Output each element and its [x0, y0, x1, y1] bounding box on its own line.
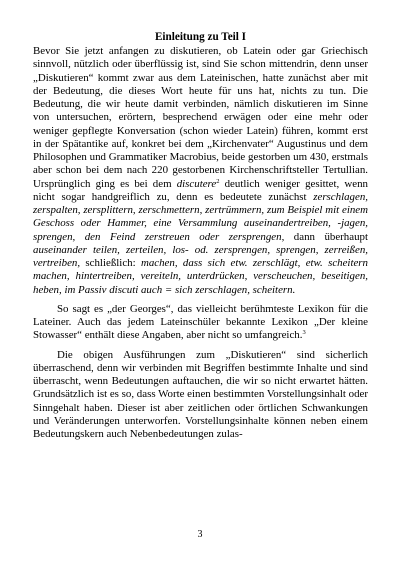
p1-italic-discutere: discutere	[176, 177, 217, 190]
p3-text: Die obigen Ausführungen zum „Diskutieren“ sind sicherlich überraschend, denn wir verbinden mit Begriffen bestimmte Inhalte und sind überrascht, wenn Bedeutungen auftauchen, die wir so nicht erwartet hätten. Grundsätzlich ist es so, dass Worte einen bestimmten Vorstellungsinhalt oder Sinngehalt haben. Dieser ist aber zeitlichen oder örtlichen Schwankungen und Veränderungen unterworfen. Vorstellungsinhalte können neben einem Bedeutungskern auch Nebenbedeutungen zulas-	[33, 348, 368, 440]
p1-text-3: dann überhaupt	[284, 230, 368, 243]
p1-italic-meanings-2: auseinander teilen, zerteilen, los- od. zersprengen, sprengen, zerreißen, vertreiben,	[33, 243, 368, 269]
footnote-ref-3[interactable]: 3	[302, 329, 306, 337]
p2-text: So sagt es „der Georges“, das vielleicht berühmteste Lexikon für die Lateiner. Auch das jedem Lateinschüler bekannte Lexikon „Der kleine Stowasser“ enthält diese Angaben, aber nicht so umfangreich.	[33, 302, 368, 342]
p1-text-4: schließlich:	[80, 257, 141, 269]
paragraph-2	[33, 303, 368, 343]
paragraph-1	[33, 45, 368, 297]
paragraph-3	[33, 349, 368, 442]
page-number: 3	[197, 529, 203, 540]
footnote-ref-2[interactable]: 2	[216, 177, 220, 185]
p1-text-2: deutlich weniger gesittet, wenn nicht sogar handgreiflich zu, denn es bedeutete zunächst	[33, 177, 368, 203]
p1-italic-meanings-3: machen, dass sich etw. zerschlägt, etw. scheitern machen, hintertreiben, vereiteln, unterdrücken, verscheuchen, beseitigen, heben, im Passiv discuti auch = sich zerschlagen, scheitern.	[33, 257, 368, 296]
p1-text-1: Bevor Sie jetzt anfangen zu diskutieren, ob Latein oder gar Griechisch sinnvoll, nützlich oder überflüssig ist, sind Sie schon mittendrin, denn unser „Diskutieren“ kommt zwar aus dem Lateinischen, hatte zunächst aber mit der Bedeutung, die dieses Wort heute für uns hat, nichts zu tun. Die Bedeutung, die wir heute damit verbinden, nämlich diskutieren im Sinne von untersuchen, erörtern, besprechend erwägen oder eine mehr oder weniger gepflegte Konversation (schon wieder Latein) führen, kommt erst in der Spätantike auf, konkret bei dem „Kirchenvater“ Augustinus und dem Philosophen und Grammatiker Macrobius, beide gestorben um 430, erstmals aber schon bei dem nach 220 gestorbenen Kirchenschriftsteller Tertullian. Ursprünglich ging es bei dem	[33, 45, 368, 190]
page-body	[33, 30, 368, 441]
p1-italic-meanings-1: zerschlagen, zerspalten, zersplittern, zerschmettern, zertrümmern, zum Beispiel mit einem Geschoss oder Hammer, eine Versammlung auseinandertreiben, -jagen, sprengen, den Feind zerstreuen oder zersprengen,	[33, 190, 368, 243]
chapter-heading: Einleitung zu Teil I	[154, 31, 247, 43]
